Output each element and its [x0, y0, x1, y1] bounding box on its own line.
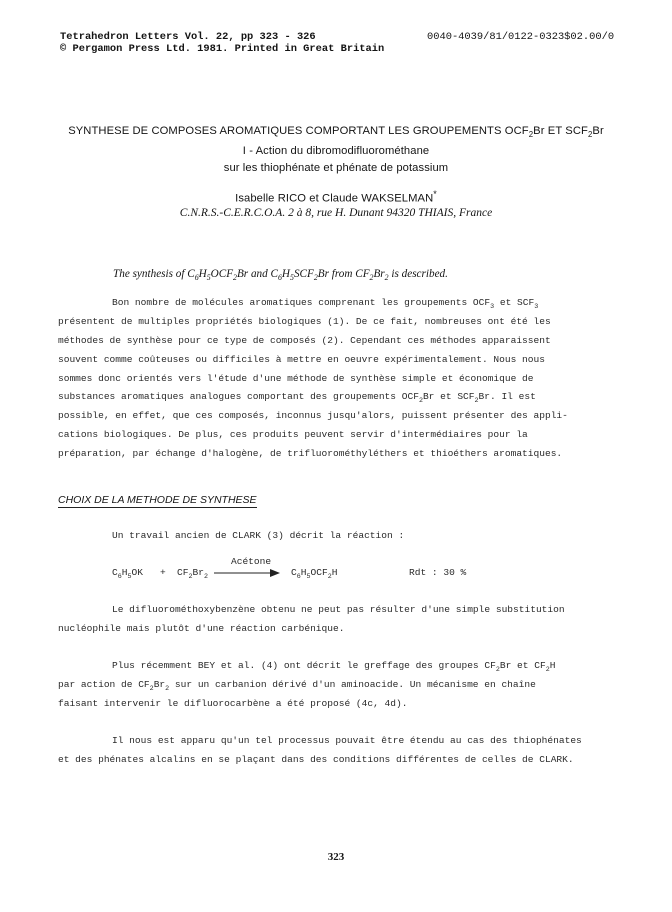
- para3-line-1: Plus récemment BEY et al. (4) ont décrit le greffage des groupes $CF_2Br$ et $CF_2H$: [112, 660, 556, 674]
- author-footnote-mark: *: [433, 189, 437, 199]
- plus-sign: +: [160, 567, 166, 578]
- title-text-3: Br: [592, 125, 604, 137]
- solvent-label: Acétone: [231, 556, 272, 567]
- reactant-dibromodifluoromethane: $CF_2Br_2$: [177, 567, 208, 581]
- publisher-line: © Pergamon Press Ltd. 1981. Printed in Great Britain: [60, 43, 385, 55]
- para4-line-1: Il nous est apparu qu'un tel processus pouvait être étendu au cas des thiophénates: [112, 735, 582, 746]
- para3-line-2: par action de $CF_2Br_2$ sur un carbanion dérivé d'un aminoacide. Un mécanisme en chaîne: [58, 679, 536, 693]
- page-number: 323: [327, 851, 345, 863]
- abstract: The synthesis of $C_6H_5OCF_2Br$ and $C_6H_5SCF_2Br$ from $CF_2Br_2$ is described.: [113, 268, 448, 282]
- product-difluoromethoxybenzene: $C_6H_5OCF_2H$: [291, 567, 338, 581]
- reaction-yield: Rdt : 30 %: [409, 567, 467, 578]
- subtitle-line-1: I - Action du dibromodifluorométhane: [242, 145, 430, 157]
- para1-line-4: souvent comme coûteuses ou difficiles à mettre en oeuvre expérimentalement. Nous nous: [58, 354, 545, 365]
- title-sub-1: 2: [528, 130, 534, 139]
- para1-line-2: présentent de multiples propriétés biologiques (1). De ce fait, nombreuses ont été les: [58, 316, 551, 327]
- para4-line-2: et des phénates alcalins en se plaçant dans des conditions différentes de celles de CLARK.: [58, 754, 574, 765]
- section-intro: Un travail ancien de CLARK (3) décrit la réaction :: [112, 530, 405, 541]
- article-title: [0, 125, 672, 137]
- para1-line-1: Bon nombre de molécules aromatiques comprenant les groupements $OCF_3$ et $SCF_3$: [112, 297, 539, 311]
- para1-line-5: sommes donc orientés vers l'étude d'une méthode de synthèse simple et économique de: [58, 373, 534, 384]
- author-names: [0, 189, 672, 205]
- para1-line-9: préparation, par échange d'halogène, de trifluorométhyléthers et thioéthers aromatiques.: [58, 448, 563, 459]
- affiliation: C.N.R.S.-C.E.R.C.O.A. 2 à 8, rue H. Dunant 94320 THIAIS, France: [179, 207, 493, 219]
- journal-citation: Tetrahedron Letters Vol. 22, pp 323 - 326: [60, 31, 316, 43]
- para1-line-8: cations biologiques. De plus, ces produits peuvent servir d'intermédiaires pour la: [58, 429, 528, 440]
- title-text-1: SYNTHESE DE COMPOSES AROMATIQUES COMPORTANT LES GROUPEMENTS OCF: [68, 125, 529, 137]
- para2-line-1: Le difluorométhoxybenzène obtenu ne peut pas résulter d'une simple substitution: [112, 604, 565, 615]
- title-sub-2: 2: [587, 130, 593, 139]
- para1-line-7: possible, en effet, que ces composés, inconnus jusqu'alors, puissent présenter des appli-: [58, 410, 568, 421]
- reaction-arrow-icon: [214, 568, 280, 578]
- article-code: 0040-4039/81/0122-0323$02.00/0: [427, 31, 615, 43]
- para1-line-3: méthodes de synthèse pour ce type de composés (2). Cependant ces méthodes apparaissent: [58, 335, 551, 346]
- reactant-phenoxide: $C_6H_5OK$: [112, 567, 143, 581]
- author-text: Isabelle RICO et Claude WAKSELMAN: [235, 192, 434, 205]
- subtitle-line-2: sur les thiophénate et phénate de potassium: [223, 162, 449, 174]
- para2-line-2: nucléophile mais plutôt d'une réaction carbénique.: [58, 623, 345, 634]
- title-text-2: Br ET SCF: [533, 125, 588, 137]
- section-heading: CHOIX DE LA METHODE DE SYNTHESE: [58, 494, 257, 506]
- para3-line-3: faisant intervenir le difluorocarbène a été proposé (4c, 4d).: [58, 698, 408, 709]
- para1-line-6: substances aromatiques analogues comportant des groupements $OCF_2Br$ et $SCF_2Br$. Il est: [58, 391, 536, 405]
